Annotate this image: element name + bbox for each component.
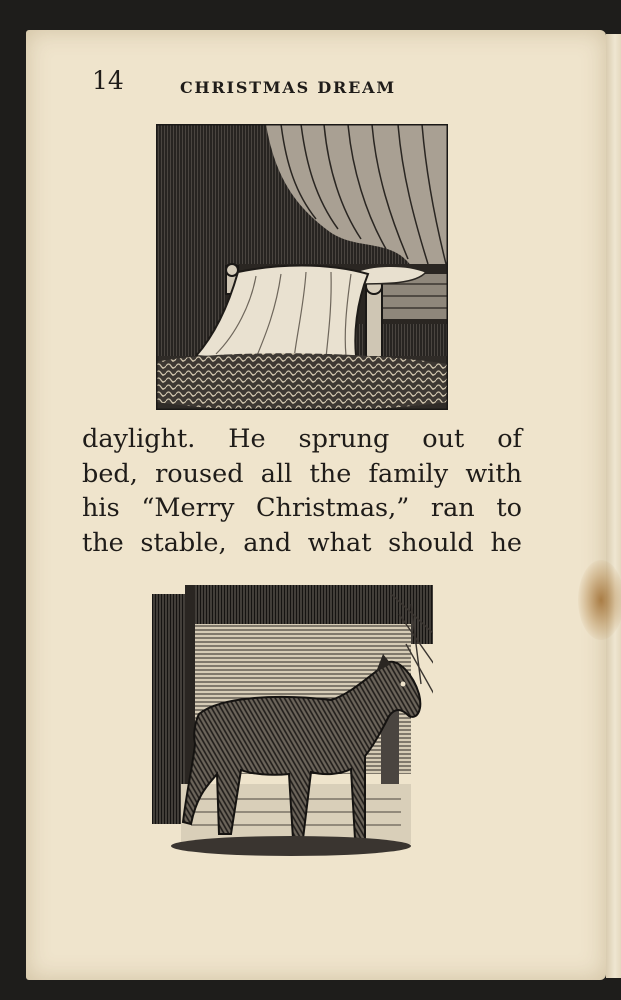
page-number: 14: [92, 66, 124, 95]
text-line: daylight. He sprung out of: [82, 424, 522, 454]
running-head: CHRISTMAS DREAM: [180, 78, 396, 97]
text-line: the stable, and what should he: [82, 527, 522, 558]
text-line: bed, roused all the family with: [82, 458, 522, 489]
text-line: his “Merry Christmas,” ran to: [82, 493, 522, 523]
horse-engraving: [151, 584, 434, 876]
bed-engraving: [156, 124, 448, 410]
body-text: [82, 422, 522, 560]
next-page-edge: [606, 34, 621, 978]
foxing-stain: [578, 560, 621, 640]
